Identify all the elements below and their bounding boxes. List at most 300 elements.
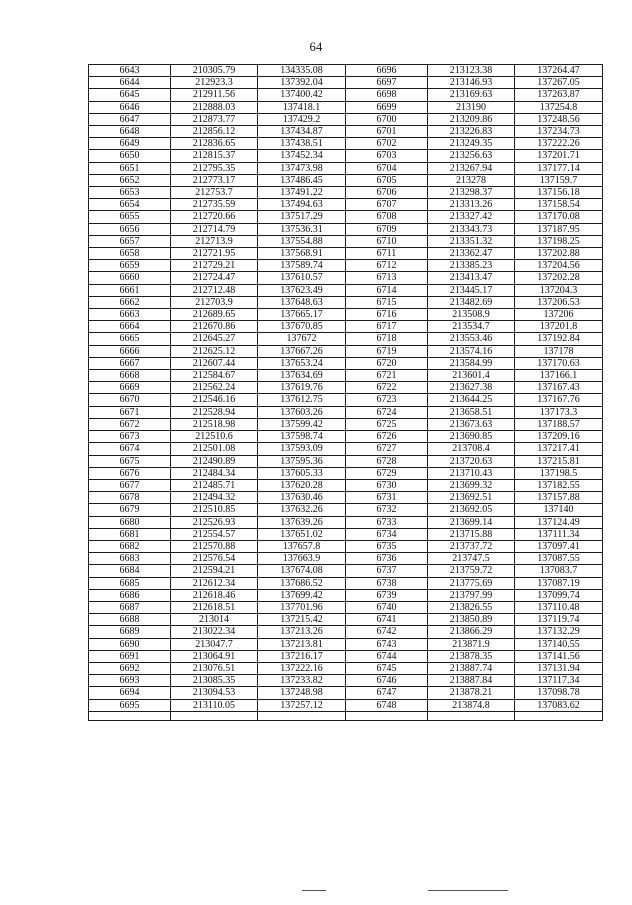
footer-rule-left [302,890,326,891]
y-coordinate-cell: 137254.8 [515,101,603,113]
y-coordinate-cell: 137672 [258,333,346,345]
x-coordinate-cell: 212714.79 [171,223,258,235]
point-number-cell: 6685 [89,577,171,589]
y-coordinate-cell: 137263.87 [515,89,603,101]
x-coordinate-cell: 212836.65 [171,138,258,150]
table-row [89,77,603,89]
y-coordinate-cell: 137568.91 [258,248,346,260]
point-number-cell: 6737 [346,565,428,577]
point-number-cell: 6659 [89,260,171,272]
x-coordinate-cell: 212911.56 [171,89,258,101]
x-coordinate-cell: 213076.51 [171,662,258,674]
x-coordinate-cell: 213190 [428,101,515,113]
y-coordinate-cell: 137188.57 [515,418,603,430]
page-number: 64 [309,40,323,54]
y-coordinate-cell: 137132.29 [515,626,603,638]
x-coordinate-cell: 213047.7 [171,638,258,650]
point-number-cell: 6742 [346,626,428,638]
x-coordinate-cell: 212562.24 [171,382,258,394]
x-coordinate-cell: 213169.63 [428,89,515,101]
table-row [89,443,603,455]
x-coordinate-cell: 213351.32 [428,235,515,247]
point-number-cell: 6723 [346,394,428,406]
y-coordinate-cell: 137699.42 [258,589,346,601]
point-number-cell: 6682 [89,540,171,552]
table-row [89,345,603,357]
point-number-cell: 6666 [89,345,171,357]
table-row [89,553,603,565]
point-number-cell: 6684 [89,565,171,577]
x-coordinate-cell: 212618.46 [171,589,258,601]
x-coordinate-cell: 213362.47 [428,248,515,260]
point-number-cell: 6745 [346,662,428,674]
point-number-cell: 6643 [89,65,171,77]
y-coordinate-cell: 137264.47 [515,65,603,77]
y-coordinate-cell: 134335.08 [258,65,346,77]
x-coordinate-cell: 212546.16 [171,394,258,406]
point-number-cell: 6664 [89,321,171,333]
point-number-cell: 6660 [89,272,171,284]
y-coordinate-cell: 137170.08 [515,211,603,223]
y-coordinate-cell: 137167.43 [515,382,603,394]
y-coordinate-cell: 137222.26 [515,138,603,150]
x-coordinate-cell: 212703.9 [171,296,258,308]
x-coordinate-cell: 213720.63 [428,455,515,467]
point-number-cell: 6741 [346,614,428,626]
y-coordinate-cell: 137612.75 [258,394,346,406]
x-coordinate-cell: 212753.7 [171,187,258,199]
x-coordinate-cell: 212518.98 [171,418,258,430]
x-coordinate-cell: 213553.46 [428,333,515,345]
y-coordinate-cell: 137517.29 [258,211,346,223]
point-number-cell: 6705 [346,174,428,186]
point-number-cell: 6722 [346,382,428,394]
point-number-cell: 6710 [346,235,428,247]
table-row [89,101,603,113]
table-row [89,626,603,638]
y-coordinate-cell: 137632.26 [258,504,346,516]
table-row [89,479,603,491]
empty-cell [515,711,603,720]
y-coordinate-cell: 137213.26 [258,626,346,638]
point-number-cell: 6702 [346,138,428,150]
y-coordinate-cell: 137140.55 [515,638,603,650]
point-number-cell: 6667 [89,357,171,369]
y-coordinate-cell: 137173.3 [515,406,603,418]
y-coordinate-cell: 137233.82 [258,675,346,687]
table-row [89,565,603,577]
point-number-cell: 6720 [346,357,428,369]
table-row [89,284,603,296]
point-number-cell: 6696 [346,65,428,77]
x-coordinate-cell: 213887.74 [428,662,515,674]
empty-cell [428,711,515,720]
y-coordinate-cell: 137170.63 [515,357,603,369]
y-coordinate-cell: 137494.63 [258,199,346,211]
y-coordinate-cell: 137198.25 [515,235,603,247]
x-coordinate-cell: 213094.53 [171,687,258,699]
point-number-cell: 6708 [346,211,428,223]
point-number-cell: 6730 [346,479,428,491]
x-coordinate-cell: 212670.86 [171,321,258,333]
x-coordinate-cell: 213256.63 [428,150,515,162]
y-coordinate-cell: 137087.19 [515,577,603,589]
point-number-cell: 6681 [89,528,171,540]
x-coordinate-cell: 212625.12 [171,345,258,357]
y-coordinate-cell: 137206 [515,309,603,321]
table-row [89,211,603,223]
x-coordinate-cell: 213715.88 [428,528,515,540]
table-row [89,528,603,540]
point-number-cell: 6695 [89,699,171,711]
x-coordinate-cell: 213584.99 [428,357,515,369]
point-number-cell: 6721 [346,370,428,382]
point-number-cell: 6711 [346,248,428,260]
x-coordinate-cell: 213699.14 [428,516,515,528]
y-coordinate-cell: 137667.26 [258,345,346,357]
y-coordinate-cell: 137400.42 [258,89,346,101]
y-coordinate-cell: 137099.74 [515,589,603,601]
x-coordinate-cell: 213508.9 [428,309,515,321]
point-number-cell: 6712 [346,260,428,272]
y-coordinate-cell: 137593.09 [258,443,346,455]
table-row [89,174,603,186]
x-coordinate-cell: 213385.23 [428,260,515,272]
table-row [89,601,603,613]
table-row [89,333,603,345]
x-coordinate-cell: 212712.48 [171,284,258,296]
point-number-cell: 6692 [89,662,171,674]
y-coordinate-cell: 137473.98 [258,162,346,174]
y-coordinate-cell: 137222.16 [258,662,346,674]
table-row [89,65,603,77]
coordinates-table-container [88,64,603,721]
x-coordinate-cell: 213747.5 [428,553,515,565]
empty-cell [346,711,428,720]
x-coordinate-cell: 213871.9 [428,638,515,650]
x-coordinate-cell: 213267.94 [428,162,515,174]
table-row [89,309,603,321]
x-coordinate-cell: 213692.51 [428,492,515,504]
point-number-cell: 6648 [89,126,171,138]
x-coordinate-cell: 213797.99 [428,589,515,601]
y-coordinate-cell: 137192.84 [515,333,603,345]
x-coordinate-cell: 213601.4 [428,370,515,382]
x-coordinate-cell: 213123.38 [428,65,515,77]
point-number-cell: 6700 [346,113,428,125]
y-coordinate-cell: 137087.55 [515,553,603,565]
table-row [89,662,603,674]
point-number-cell: 6665 [89,333,171,345]
table-row [89,516,603,528]
y-coordinate-cell: 137657.8 [258,540,346,552]
coordinates-table [88,64,603,721]
point-number-cell: 6740 [346,601,428,613]
x-coordinate-cell: 212607.44 [171,357,258,369]
point-number-cell: 6748 [346,699,428,711]
point-number-cell: 6669 [89,382,171,394]
x-coordinate-cell: 212490.89 [171,455,258,467]
y-coordinate-cell: 137267.05 [515,77,603,89]
point-number-cell: 6657 [89,235,171,247]
footer-rule-right [428,890,508,891]
x-coordinate-cell: 213644.25 [428,394,515,406]
y-coordinate-cell: 137595.36 [258,455,346,467]
x-coordinate-cell: 212510.85 [171,504,258,516]
y-coordinate-cell: 137701.96 [258,601,346,613]
x-coordinate-cell: 213574.16 [428,345,515,357]
y-coordinate-cell: 137202.28 [515,272,603,284]
y-coordinate-cell: 137209.16 [515,431,603,443]
x-coordinate-cell: 213482.69 [428,296,515,308]
point-number-cell: 6652 [89,174,171,186]
point-number-cell: 6717 [346,321,428,333]
table-row [89,296,603,308]
y-coordinate-cell: 137257.12 [258,699,346,711]
y-coordinate-cell: 137639.26 [258,516,346,528]
point-number-cell: 6746 [346,675,428,687]
x-coordinate-cell: 213014 [171,614,258,626]
point-number-cell: 6727 [346,443,428,455]
y-coordinate-cell: 137216.17 [258,650,346,662]
point-number-cell: 6650 [89,150,171,162]
table-row [89,492,603,504]
x-coordinate-cell: 212856.12 [171,126,258,138]
point-number-cell: 6656 [89,223,171,235]
y-coordinate-cell: 137215.81 [515,455,603,467]
y-coordinate-cell: 137248.56 [515,113,603,125]
point-number-cell: 6734 [346,528,428,540]
y-coordinate-cell: 137187.95 [515,223,603,235]
y-coordinate-cell: 137156.18 [515,187,603,199]
table-row [89,113,603,125]
point-number-cell: 6686 [89,589,171,601]
x-coordinate-cell: 213673.63 [428,418,515,430]
x-coordinate-cell: 213298.37 [428,187,515,199]
point-number-cell: 6744 [346,650,428,662]
point-number-cell: 6651 [89,162,171,174]
x-coordinate-cell: 213249.35 [428,138,515,150]
point-number-cell: 6663 [89,309,171,321]
table-row [89,406,603,418]
table-row [89,187,603,199]
point-number-cell: 6645 [89,89,171,101]
x-coordinate-cell: 212873.77 [171,113,258,125]
y-coordinate-cell: 137418.1 [258,101,346,113]
y-coordinate-cell: 137204.56 [515,260,603,272]
point-number-cell: 6718 [346,333,428,345]
point-number-cell: 6703 [346,150,428,162]
point-number-cell: 6693 [89,675,171,687]
x-coordinate-cell: 212570.88 [171,540,258,552]
point-number-cell: 6675 [89,455,171,467]
point-number-cell: 6724 [346,406,428,418]
point-number-cell: 6647 [89,113,171,125]
x-coordinate-cell: 213708.4 [428,443,515,455]
y-coordinate-cell: 137674.08 [258,565,346,577]
y-coordinate-cell: 137438.51 [258,138,346,150]
y-coordinate-cell: 137110.48 [515,601,603,613]
x-coordinate-cell: 212815.37 [171,150,258,162]
table-row [89,138,603,150]
y-coordinate-cell: 137605.33 [258,467,346,479]
table-row [89,150,603,162]
y-coordinate-cell: 137204.3 [515,284,603,296]
x-coordinate-cell: 213413.47 [428,272,515,284]
y-coordinate-cell: 137665.17 [258,309,346,321]
point-number-cell: 6738 [346,577,428,589]
y-coordinate-cell: 137653.24 [258,357,346,369]
y-coordinate-cell: 137429.2 [258,113,346,125]
y-coordinate-cell: 137651.02 [258,528,346,540]
x-coordinate-cell: 213226.83 [428,126,515,138]
x-coordinate-cell: 212526.93 [171,516,258,528]
table-row [89,370,603,382]
point-number-cell: 6679 [89,504,171,516]
table-row [89,650,603,662]
table-row [89,394,603,406]
y-coordinate-cell: 137213.81 [258,638,346,650]
x-coordinate-cell: 212720.66 [171,211,258,223]
y-coordinate-cell: 137159.7 [515,174,603,186]
point-number-cell: 6732 [346,504,428,516]
x-coordinate-cell: 213327.42 [428,211,515,223]
y-coordinate-cell: 137620.28 [258,479,346,491]
point-number-cell: 6733 [346,516,428,528]
x-coordinate-cell: 212923.3 [171,77,258,89]
table-row [89,357,603,369]
table-row [89,699,603,711]
table-row [89,382,603,394]
y-coordinate-cell: 137215.42 [258,614,346,626]
point-number-cell: 6698 [346,89,428,101]
x-coordinate-cell: 212721.95 [171,248,258,260]
table-row [89,577,603,589]
point-number-cell: 6714 [346,284,428,296]
y-coordinate-cell: 137217.41 [515,443,603,455]
x-coordinate-cell: 212735.59 [171,199,258,211]
x-coordinate-cell: 212594.21 [171,565,258,577]
y-coordinate-cell: 137177.14 [515,162,603,174]
x-coordinate-cell: 212618.51 [171,601,258,613]
y-coordinate-cell: 137111.34 [515,528,603,540]
x-coordinate-cell: 213627.38 [428,382,515,394]
x-coordinate-cell: 213690.85 [428,431,515,443]
y-coordinate-cell: 137434.87 [258,126,346,138]
x-coordinate-cell: 213534.7 [428,321,515,333]
point-number-cell: 6646 [89,101,171,113]
table-row [89,455,603,467]
table-row [89,675,603,687]
x-coordinate-cell: 213445.17 [428,284,515,296]
point-number-cell: 6671 [89,406,171,418]
point-number-cell: 6678 [89,492,171,504]
x-coordinate-cell: 213022.34 [171,626,258,638]
y-coordinate-cell: 137083.7 [515,565,603,577]
point-number-cell: 6687 [89,601,171,613]
x-coordinate-cell: 212510.6 [171,431,258,443]
x-coordinate-cell: 213826.55 [428,601,515,613]
y-coordinate-cell: 137589.74 [258,260,346,272]
point-number-cell: 6649 [89,138,171,150]
x-coordinate-cell: 213209.86 [428,113,515,125]
point-number-cell: 6670 [89,394,171,406]
y-coordinate-cell: 137234.73 [515,126,603,138]
x-coordinate-cell: 213737.72 [428,540,515,552]
x-coordinate-cell: 213699.32 [428,479,515,491]
point-number-cell: 6707 [346,199,428,211]
table-row [89,235,603,247]
x-coordinate-cell: 212795.35 [171,162,258,174]
x-coordinate-cell: 213866.29 [428,626,515,638]
point-number-cell: 6661 [89,284,171,296]
point-number-cell: 6688 [89,614,171,626]
x-coordinate-cell: 212713.9 [171,235,258,247]
y-coordinate-cell: 137201.71 [515,150,603,162]
point-number-cell: 6747 [346,687,428,699]
x-coordinate-cell: 212554.57 [171,528,258,540]
table-row [89,89,603,101]
point-number-cell: 6716 [346,309,428,321]
y-coordinate-cell: 137131.94 [515,662,603,674]
y-coordinate-cell: 137166.1 [515,370,603,382]
table-row [89,248,603,260]
y-coordinate-cell: 137598.74 [258,431,346,443]
table-row [89,504,603,516]
point-number-cell: 6729 [346,467,428,479]
x-coordinate-cell: 210305.79 [171,65,258,77]
table-row [89,431,603,443]
x-coordinate-cell: 213343.73 [428,223,515,235]
x-coordinate-cell: 212729.21 [171,260,258,272]
table-row [89,199,603,211]
point-number-cell: 6743 [346,638,428,650]
x-coordinate-cell: 213085.35 [171,675,258,687]
x-coordinate-cell: 212773.17 [171,174,258,186]
coordinates-table-body [89,65,603,721]
table-row [89,418,603,430]
point-number-cell: 6719 [346,345,428,357]
point-number-cell: 6709 [346,223,428,235]
point-number-cell: 6672 [89,418,171,430]
point-number-cell: 6690 [89,638,171,650]
y-coordinate-cell: 137178 [515,345,603,357]
table-row [89,126,603,138]
y-coordinate-cell: 137392.04 [258,77,346,89]
x-coordinate-cell: 212689.65 [171,309,258,321]
point-number-cell: 6677 [89,479,171,491]
y-coordinate-cell: 137182.55 [515,479,603,491]
point-number-cell: 6668 [89,370,171,382]
point-number-cell: 6654 [89,199,171,211]
x-coordinate-cell: 212485.71 [171,479,258,491]
y-coordinate-cell: 137648.63 [258,296,346,308]
y-coordinate-cell: 137663.9 [258,553,346,565]
table-row [89,467,603,479]
x-coordinate-cell: 213064.91 [171,650,258,662]
x-coordinate-cell: 213878.35 [428,650,515,662]
x-coordinate-cell: 213658.51 [428,406,515,418]
point-number-cell: 6694 [89,687,171,699]
point-number-cell: 6644 [89,77,171,89]
table-row [89,321,603,333]
x-coordinate-cell: 213146.93 [428,77,515,89]
x-coordinate-cell: 212888.03 [171,101,258,113]
point-number-cell: 6701 [346,126,428,138]
point-number-cell: 6680 [89,516,171,528]
y-coordinate-cell: 137140 [515,504,603,516]
point-number-cell: 6653 [89,187,171,199]
